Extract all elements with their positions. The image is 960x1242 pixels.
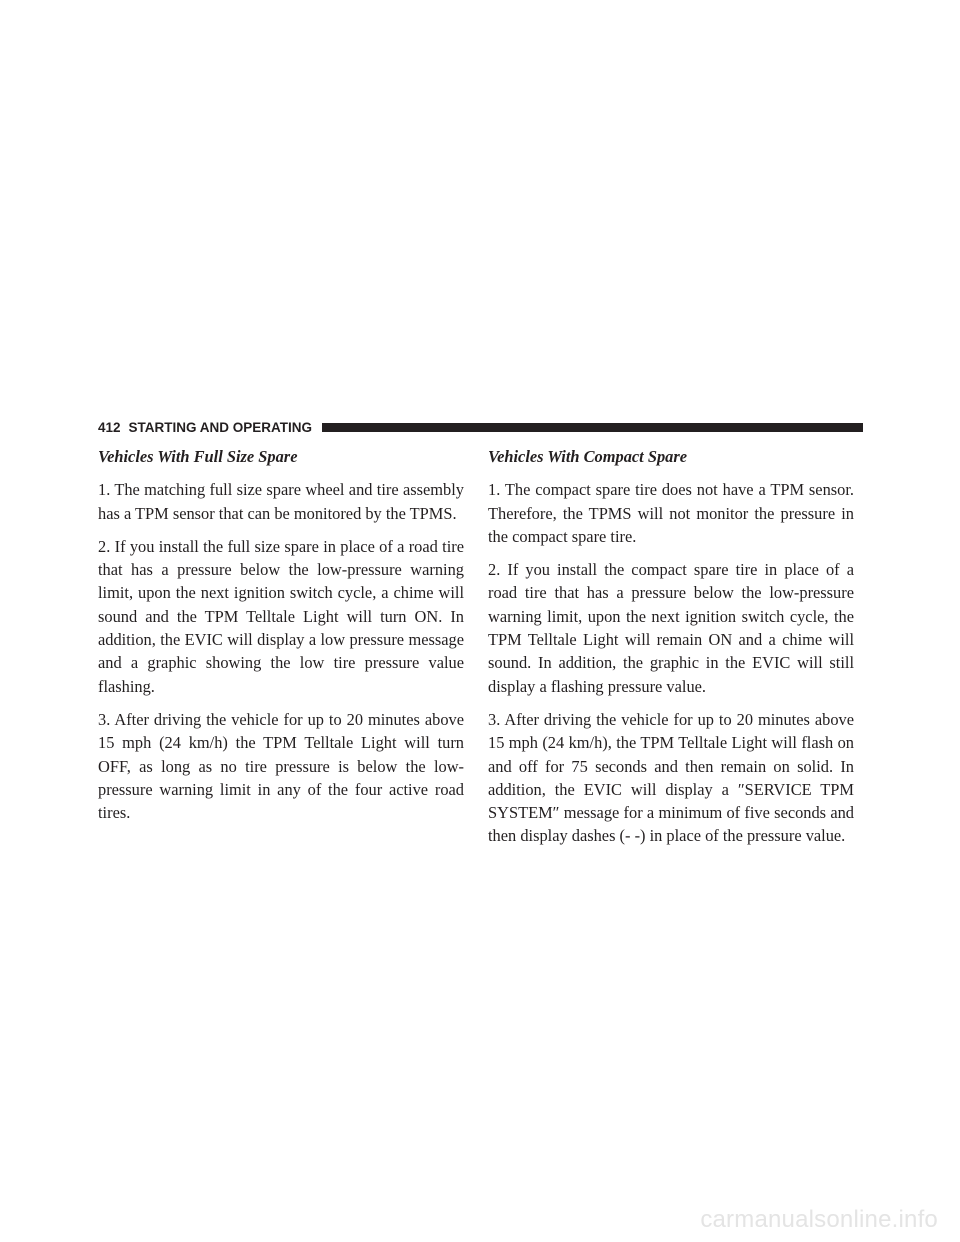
- compact-spare-heading: Vehicles With Compact Spare: [488, 447, 687, 466]
- right-column: [488, 445, 854, 858]
- right-paragraph-1: 1. The compact spare tire does not have a TPM sensor. Therefore, the TPMS will not monitor the pressure in the compact spare tire.: [488, 480, 854, 546]
- left-column: [98, 445, 464, 834]
- left-paragraph-3: 3. After driving the vehicle for up to 20 minutes above 15 mph (24 km/h) the TPM Telltale Light will turn OFF, as long as no tire pressure is below the low-pressure warning limit in any of the four active road tires.: [98, 709, 464, 823]
- watermark-text: carmanualsonline.info: [700, 1206, 938, 1233]
- full-size-spare-heading: Vehicles With Full Size Spare: [98, 447, 298, 466]
- left-paragraph-2: 2. If you install the full size spare in place of a road tire that has a pressure below the low-pressure warning limit, upon the next ignition switch cycle, a chime will sound and the TPM Telltale Light will turn ON. In addition, the EVIC will display a low pressure message and a graphic showing the low tire pressure value flashing.: [98, 536, 464, 696]
- page-header: [98, 419, 863, 435]
- section-title: STARTING AND OPERATING: [128, 419, 313, 435]
- right-paragraph-2: 2. If you install the compact spare tire in place of a road tire that has a pressure below the low-pressure warning limit, upon the next ignition switch cycle, the TPM Telltale Light will remain ON and a chime will sound. In addition, the graphic in the EVIC will still display a flashing pressure value.: [488, 560, 854, 696]
- header-rule: [322, 423, 863, 432]
- right-paragraph-3: 3. After driving the vehicle for up to 20 minutes above 15 mph (24 km/h), the TPM Telltale Light will flash on and off for 75 seconds and then remain on solid. In addition, the EVIC will display a ″SERVICE TPM SYSTEM″ message for a minimum of five seconds and then display dashes (- -) in place of the pressure value.: [488, 709, 854, 846]
- left-paragraph-1: 1. The matching full size spare wheel and tire assembly has a TPM sensor that can be monitored by the TPMS.: [98, 480, 464, 523]
- page-number: 412: [98, 419, 121, 435]
